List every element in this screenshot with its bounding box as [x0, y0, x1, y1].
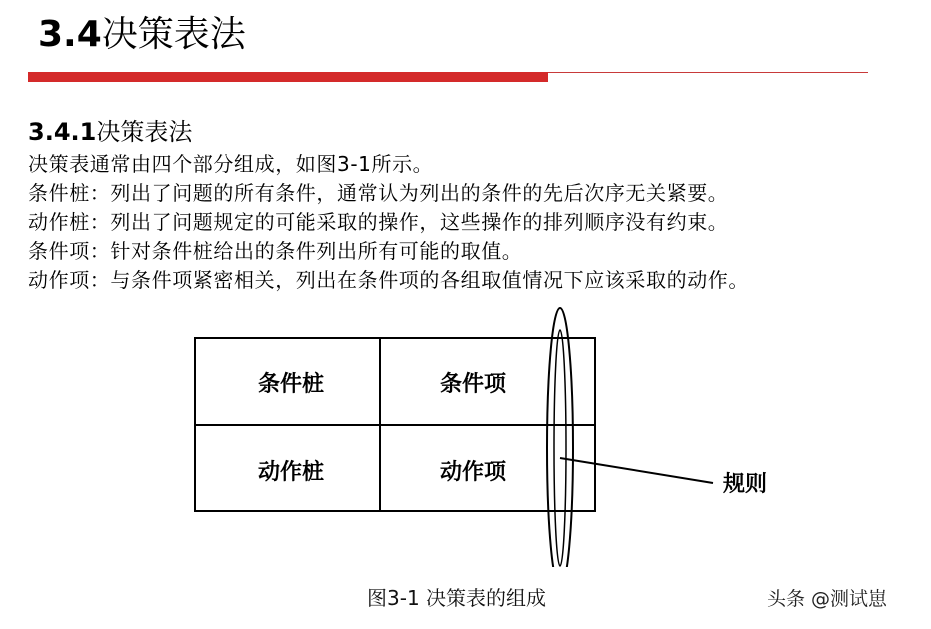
slide-title-number: 3.4 [38, 14, 102, 55]
body-line-action-stub: 动作桩：列出了问题规定的可能采取的操作，这些操作的排列顺序没有约束。 [28, 210, 729, 234]
figure-caption: 图3-1 决策表的组成 [367, 586, 547, 610]
cell-condition-stub: 条件桩 [257, 372, 325, 397]
cell-action-entry: 动作项 [439, 460, 507, 485]
figure-background [183, 303, 798, 567]
body-line-condition-entry: 条件项：针对条件桩给出的条件列出所有可能的取值。 [28, 239, 523, 263]
body-text [28, 150, 749, 295]
body-line-condition-stub: 条件桩：列出了问题的所有条件，通常认为列出的条件的先后次序无关紧要。 [28, 181, 729, 205]
body-line-intro: 决策表通常由四个部分组成，如图3-1所示。 [28, 152, 434, 176]
title-underline-thick [28, 72, 548, 82]
decision-table-diagram [183, 303, 798, 567]
cell-action-stub: 动作桩 [257, 460, 325, 485]
rule-label: 规则 [723, 472, 768, 497]
section-heading-text: 决策表法 [96, 118, 193, 146]
title-underline-thin [548, 72, 868, 73]
slide-title-text: 决策表法 [101, 14, 246, 55]
decision-table-figure [183, 303, 798, 567]
watermark: 头条 @测试崽 [767, 588, 888, 610]
section-heading [28, 116, 192, 148]
section-heading-number: 3.4.1 [28, 118, 97, 146]
slide-title [38, 12, 246, 58]
cell-condition-entry: 条件项 [439, 372, 507, 397]
body-line-action-entry: 动作项：与条件项紧密相关，列出在条件项的各组取值情况下应该采取的动作。 [28, 268, 749, 292]
